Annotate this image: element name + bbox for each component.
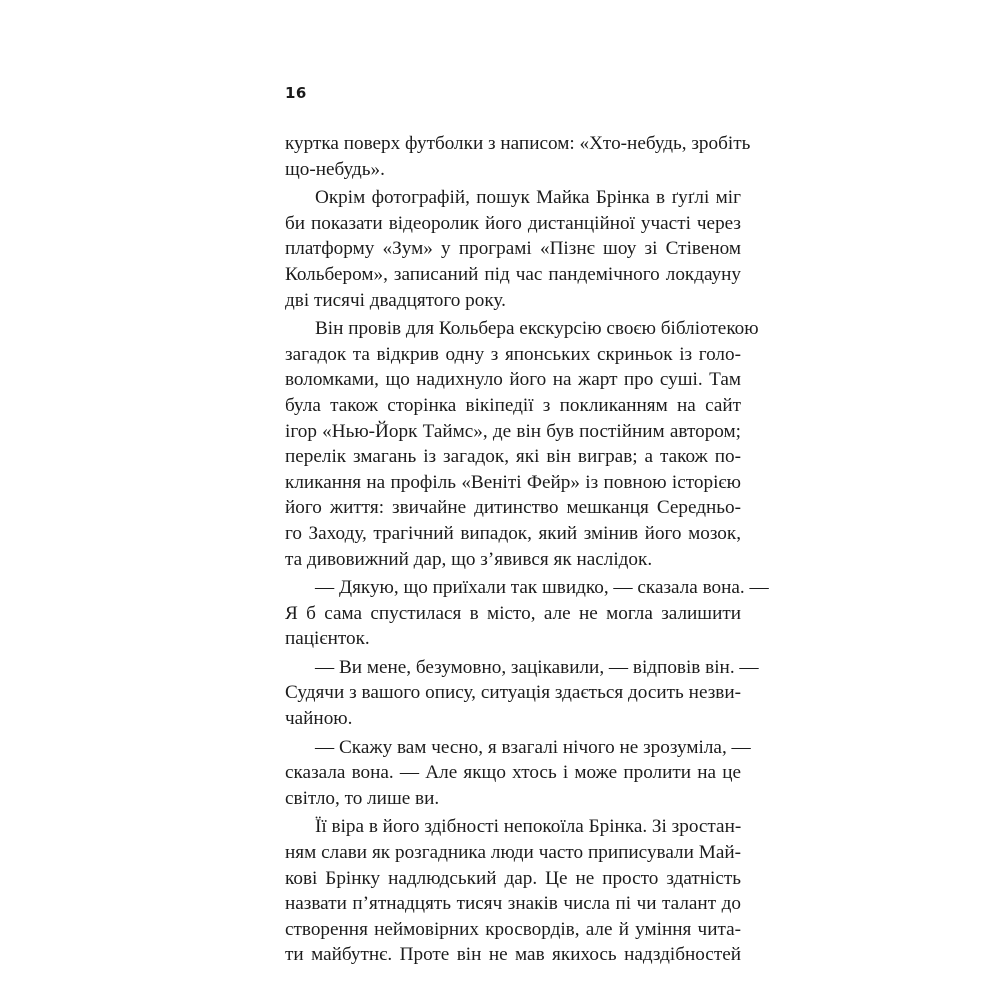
text-line: створення неймовірних кросвордів, але й уміння чита- [285,918,741,940]
text-line: платформу «Зум» у програмі «Пізнє шоу зі Стівеном [285,238,741,260]
paragraph [285,814,741,968]
text-line: Її віра в його здібності непокоїла Брінка. Зі зростан- [315,816,742,838]
text-line: ігор «Нью-Йорк Таймс», де він був постійним автором; [285,420,741,442]
text-line: Він провів для Кольбера екскурсію своєю бібліотекою [315,318,759,340]
text-line: що-небудь». [285,158,385,180]
paragraph [285,131,751,182]
text-line: ням слави як розгадника люди часто приписували Май- [285,842,741,864]
text-line: го Заходу, трагічний випадок, який змінив його мозок, [285,522,741,544]
text-line: би показати відеоролик його дистанційної участі через [285,212,741,234]
paragraph [285,655,759,732]
text-line: пацієнток. [285,628,370,650]
body-text [285,131,769,968]
page-number: 16 [285,84,307,102]
text-line: — Скажу вам чесно, я взагалі нічого не зрозуміла, — [315,736,751,758]
text-line: Я б сама спустилася в місто, але не могла залишити [285,602,741,624]
text-line: Судячи з вашого опису, ситуація здається досить незви- [285,682,741,704]
text-line: ти майбутнє. Проте він не мав якихось надздібностей [285,944,741,966]
text-line: Окрім фотографій, пошук Майка Брінка в ґуґлі міг [315,187,741,209]
text-line: чайною. [285,708,353,730]
text-line: його життя: звичайне дитинство мешканця Середньо- [285,497,741,519]
text-line: — Дякую, що приїхали так швидко, — сказала вона. — [315,577,769,599]
paragraph [285,735,751,812]
paragraph [285,316,759,572]
text-line: світло, то лише ви. [285,787,440,809]
text-line: кові Брінку надлюдський дар. Це не просто здатність [285,867,741,889]
text-line: кликання на профіль «Веніті Фейр» із повною історією [285,471,741,493]
text-line: — Ви мене, безумовно, зацікавили, — відповів він. — [315,656,759,678]
text-line: куртка поверх футболки з написом: «Хто-небудь, зробіть [285,133,751,154]
text-line: дві тисячі двадцятого року. [285,289,506,311]
paragraph [285,185,741,313]
text-line: сказала вона. — Але якщо хтось і може пролити на це [285,762,741,784]
text-line: та дивовижний дар, що з’явився як наслідок. [285,548,653,570]
text-line: перелік змагань із загадок, які він виграв; а також по- [285,446,741,468]
paragraph [285,575,769,652]
text-line: назвати п’ятнадцять тисяч знаків числа пі чи талант до [285,893,741,915]
text-line: Кольбером», записаний під час пандемічного локдауну [285,263,741,285]
text-line: була також сторінка вікіпедії з покликанням на сайт [285,394,741,416]
text-line: загадок та відкрив одну з японських скриньок із голо- [285,343,741,365]
text-line: воломками, що надихнуло його на жарт про суші. Там [285,369,741,391]
